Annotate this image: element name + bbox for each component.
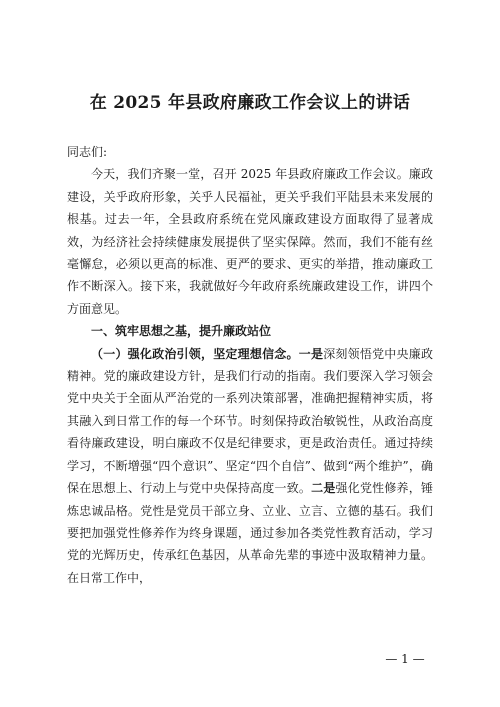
document-body bbox=[67, 141, 433, 589]
section-heading-1: 一、筑牢思想之基，提升廉政站位 bbox=[91, 324, 272, 339]
greeting: 同志们: bbox=[67, 145, 108, 159]
subsection-heading-1: （一）强化政治引领，坚定理想信念。 bbox=[91, 346, 299, 361]
document-title: 在 2025 年县政府廉政工作会议上的讲话 bbox=[89, 93, 411, 113]
subsection-paragraph-1 bbox=[67, 343, 433, 589]
point-label-1: 一是 bbox=[298, 346, 324, 361]
point-text-2: 强化党性修养，锤炼忠诚品格。党性是党员干部立身、立业、立言、立德的基石。我们要把加强党性修养作为终身课题，通过参加各类党性教育活动，学习党的光辉历史，传承红色基因，从革命先辈的事迹中汲取精神力量。在日常工作中， bbox=[67, 481, 433, 585]
page-number: — 1 — bbox=[385, 652, 425, 666]
point-text-1: 深刻领悟党中央廉政精神。党的廉政建设方针，是我们行动的指南。我们要深入学习领会党中央关于全面从严治党的一系列决策部署，准确把握精神实质，将其融入到日常工作的每一个环节。时刻保持政治敏锐性，从政治高度看待廉政建设，明白廉政不仅是纪律要求，更是政治责任。通过持续学习，不断增强“四个意识”、坚定“四个自信”、做到“两个维护”，确保在思想上、行动上与党中央保持高度一致。 bbox=[67, 346, 433, 496]
point-label-2: 二是 bbox=[311, 481, 336, 496]
intro-paragraph: 今天，我们齐聚一堂，召开 2025 年县政府廉政工作会议。廉政建设，关乎政府形象，关乎人民福祉，更关乎我们平陆县未来发展的根基。过去一年，全县政府系统在党风廉政建设方面取得了显著成效，为经济社会持续健康发展提供了坚实保障。然而，我们不能有丝毫懈怠，必须以更高的标准、更严的要求、更实的举措，推动廉政工作不断深入。接下来，我就做好今年政府系统廉政建设工作，讲四个方面意见。 bbox=[67, 167, 433, 316]
